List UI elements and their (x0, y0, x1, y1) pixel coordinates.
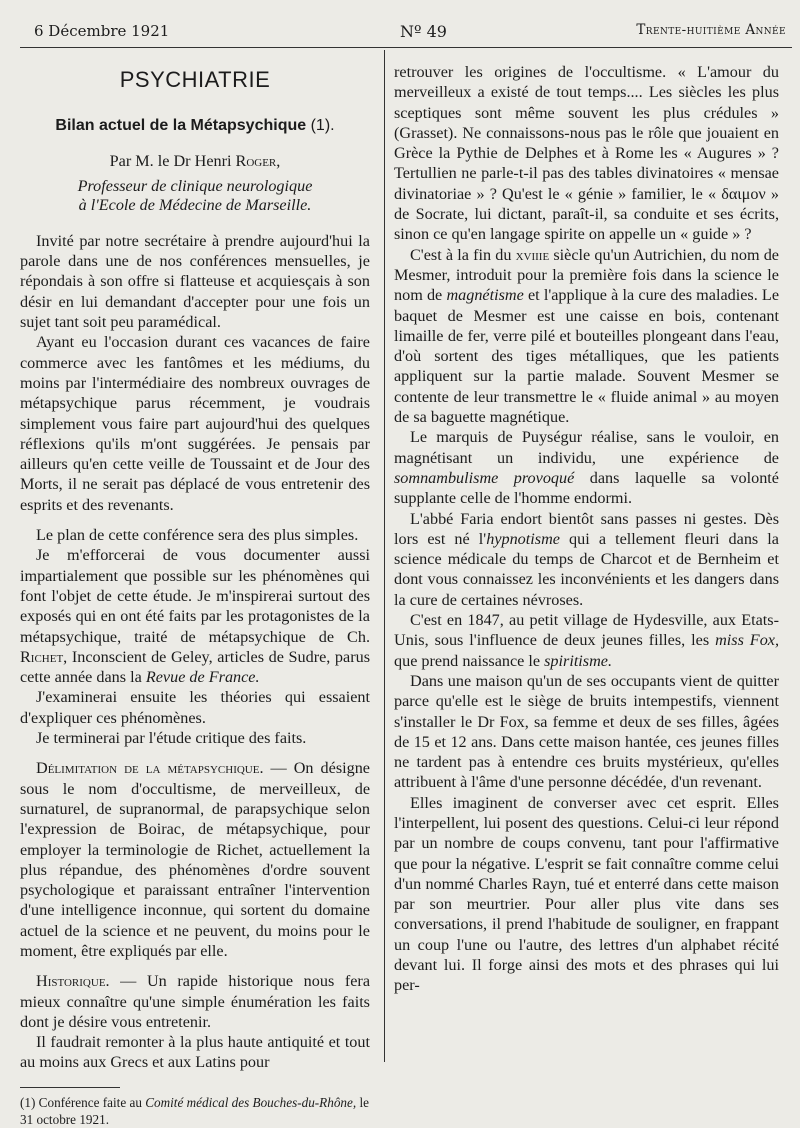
header-date: 6 Décembre 1921 (34, 22, 170, 40)
historique-heading: Historique. (36, 972, 110, 991)
revue-de-france: Revue de France. (145, 668, 260, 687)
column-divider (384, 50, 385, 1062)
affiliation-line-2: à l'Ecole de Médecine de Marseille. (78, 195, 312, 214)
doc-text-a: Je m'efforcerai de vous documenter aussi impartialement que possible sur les phénomènes qui font l'objet de cette étude. Je m'inspirerai surtout des exposés qui en ont été faits par les protagonistes de la métapsychique, traité de métapsychique de Ch. (20, 546, 370, 646)
footnote (20, 1094, 370, 1128)
header-rule (20, 47, 792, 48)
term-miss-fox: miss Fox, (715, 631, 780, 650)
paragraph-delimitation (20, 758, 370, 961)
author-first-name: Henri (194, 151, 232, 170)
left-column (20, 58, 370, 1128)
author-affiliation (20, 177, 370, 215)
paragraph-plan: Le plan de cette conférence sera des plus simples. (36, 526, 359, 545)
mesmer-text-c: et l'applique à la cure des maladies. Le baquet de Mesmer est une caisse en bois, contenant limaille de fer, verre pilé et bouteilles plongeant dans l'eau, d'où sortent des tiges métalliques, que les patients appliquent sur la partie malade. Souvent Mesmer se contente de leur transmettre le « fluide animal » au moyen de sa baguette magnétique. (394, 286, 780, 427)
paragraph-mesmer (394, 245, 779, 428)
paragraph-puysegur (394, 427, 779, 508)
doc-text-b: Inconscient de Geley, articles de Sudre, parus cette année dans la (20, 647, 370, 687)
paragraph-faria (394, 509, 779, 610)
delimitation-body: — On désigne sous le nom d'occultisme, de merveilleux, de surnaturel, de supranormal, de parapsychique selon l'expression de Boirac, de métapsychique, pour employer la terminologie de Richet, actuellement la plus répandue, des phénomènes d'ordre souvent psychologique et paraissant entraîner l'intervention d'une intelligence inconnue, qui sortent du domaine actuel de la science et ne peuvent, du moins pour le moment, être expliqués par elle. (20, 759, 370, 960)
author-last-name: Roger, (235, 151, 281, 170)
right-column (394, 62, 779, 996)
historique-body: — Un rapide historique nous fera mieux connaître qu'une simple énumération les faits dont je désire vous entretenir. (20, 972, 370, 1031)
paragraph-vacances: Ayant eu l'occasion durant ces vacances de faire commerce avec les fantômes et les médiums, du moins par l'intermédiaire des nombreux ouvrages de métapsychique parus récemment, je voudrais simplement vous faire part aujourd'hui des quelques réflexions qu'ils m'ont suggérées. Je pensais par ailleurs qu'en cette veille de Toussaint et de Jour des Morts, il ne serait pas déplacé de vous entretenir des esprits et des revenants. (20, 333, 370, 514)
author-prefix: Par M. le Dr (109, 151, 191, 170)
footnote-text-a: (1) Conférence faite au (20, 1094, 142, 1110)
paragraph-historique (20, 971, 370, 1032)
article-title-text: Bilan actuel de la Métapsychique (55, 117, 307, 135)
article-title (20, 116, 370, 136)
term-hypnotisme: hypnotisme (486, 529, 560, 548)
footnote-reference: (1). (310, 117, 335, 135)
paragraph-antiquite: Il faudrait remonter à la plus haute antiquité et tout au moins aux Grecs et aux Latins pour (20, 1033, 370, 1072)
paragraph-hydesville (394, 610, 779, 671)
mesmer-text-b: siècle qu'un Autrichien, du nom de Mesmer, introduit pour la première fois dans la science le nom de (394, 245, 779, 305)
term-spiritisme: spiritisme. (544, 651, 613, 670)
footnote-date: le 31 octobre 1921. (20, 1094, 369, 1127)
header-issue-number: Nº 49 (400, 22, 447, 41)
header-year-label: Trente-huitième Année (636, 22, 786, 38)
page-header (34, 22, 786, 44)
puysegur-text-b: dans laquelle sa volonté supplante celle de l'homme endormi. (394, 468, 779, 508)
paragraph-origines: retrouver les origines de l'occultisme. « L'amour du merveilleux a existé de tout temps.... Les siècles les plus sceptiques sont même souvent les plus crédules » (Grasset). Ne connaissons-nous pas le rôle que jouaient en Grèce la Pythie de Delphes et à Rome les « Augures » ? Tertullien ne parle-t-il pas des tables divinatoires « mensae divinatoriae » ? Qu'est le « génie » familier, le « δαιμον » de Socrate, lui dictant, paraît-il, sa conduite et ses écrits, sinon ce qu'en langage spirite on appelle un « guide » ? (394, 63, 779, 244)
term-somnambulisme: somnambulisme provoqué (394, 468, 575, 487)
footnote-committee: Comité médical des Bouches-du-Rhône, (145, 1094, 357, 1110)
richet-name: Richet, (20, 647, 68, 666)
paragraph-converser: Elles imaginent de converser avec cet esprit. Elles l'interpellent, lui posent des questions. Celui-ci leur répond par un nombre de coups convenu, tant pour l'affirmative que pour la négative. L'esprit se fait connaître comme celui d'un nommé Charles Rayn, tué et enterré dans cette maison par son meurtrier. Pour aller plus vite dans ses conversations, il prend l'habitude de souligner, en frappant un coup l'une ou l'autre, des lettres d'un alphabet récité devant lui. Il forge ainsi des mots et des phrases qui lui per- (394, 793, 779, 995)
article-author (20, 151, 370, 171)
mesmer-text-a: C'est à la fin du (410, 245, 512, 264)
affiliation-line-1: Professeur de clinique neurologique (77, 176, 313, 195)
paragraph-intro: Invité par notre secrétaire à prendre aujourd'hui la parole dans une de nos conférences mensuelles, je répondais à son offre si flatteuse et acquiesçais à son désir en lui demandant d'accepter pour une fois un sujet tant soit peu paramédical. (20, 231, 370, 332)
hydesville-text-a: C'est en 1847, au petit village de Hydesville, aux Etats-Unis, sous l'influence de deux jeunes filles, les (394, 611, 779, 650)
century-numeral: xviiie (515, 245, 550, 264)
section-title: PSYCHIATRIE (119, 67, 271, 92)
term-magnetisme: magnétisme (446, 286, 524, 305)
paragraph-theories: J'examinerai ensuite les théories qui essaient d'expliquer ces phénomènes. (20, 688, 370, 727)
faria-text-b: qui a tellement fleuri dans la science médicale du temps de Charcot et de Bernheim et dont vous connaissez les inconvénients et les dangers dans la cure de certaines névroses. (394, 529, 779, 609)
footnote-rule (20, 1087, 120, 1088)
hydesville-text-b: que prend naissance le (394, 651, 541, 670)
puysegur-text-a: Le marquis de Puységur réalise, sans le vouloir, en magnétisant un individu, une expérience de (394, 428, 779, 467)
faria-text-a: L'abbé Faria endort bientôt sans passes ni gestes. Dès lors est né l' (394, 509, 779, 548)
paragraph-maison: Dans une maison qu'un de ses occupants vient de quitter parce qu'elle est le siège de bruits intempestifs, viennent s'installer le Dr Fox, sa femme et deux de ses filles, âgées de 15 et 12 ans. Dans cette maison hantée, ces jeunes filles ne tardent pas à entendre ces bruits mystérieux, qu'elles attribuent à l'âme d'une personne décédée, d'un revenant. (394, 671, 779, 792)
paragraph-documentation (20, 545, 370, 687)
paragraph-critique: Je terminerai par l'étude critique des faits. (36, 729, 307, 748)
delimitation-heading: Délimitation de la métapsychique. (36, 759, 264, 778)
